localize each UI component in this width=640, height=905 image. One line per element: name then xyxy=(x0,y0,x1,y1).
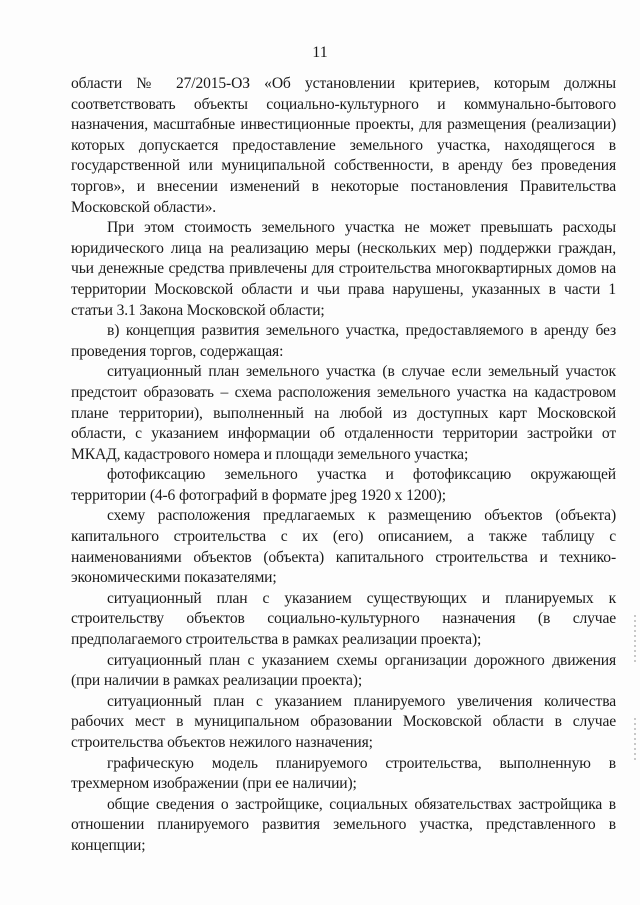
paragraph-layout-scheme: схему расположения предлагаемых к размещению объектов (объекта) капитального строительства с их (его) описанием, а также таблицу с наименованиями объектов (объекта) капитального строительства и технико-экономическими показателями; xyxy=(71,507,616,587)
paragraph-social-objects-plan: ситуационный план с указанием существующих и планируемых к строительству объектов социально-культурного назначения (в случае предполагаемого строительства в рамках реализации проекта); xyxy=(71,589,616,649)
margin-stamp-mark xyxy=(634,615,636,665)
paragraph-concept-intro: в) концепция развития земельного участка, предоставляемого в аренду без проведения торгов, содержащая: xyxy=(71,322,616,360)
paragraph-situational-plan: ситуационный план земельного участка (в случае если земельный участок предстоит образовать – схема расположения земельного участка на кадастровом плане территории), выполненный на любой из доступных карт Московской области, с указанием информации об отдаленности территории застройки от МКАД, кадастрового номера и площади земельного участка; xyxy=(71,363,616,463)
margin-stamp-mark xyxy=(634,718,636,763)
paragraph-developer-info: общие сведения о застройщике, социальных обязательствах застройщика в отношении планируемого развития земельного участка, представленного в концепции; xyxy=(71,795,616,854)
document-body xyxy=(71,74,616,857)
page-number: 11 xyxy=(312,44,328,61)
paragraph-3d-model: графическую модель планируемого строительства, выполненную в трехмерном изображении (при ее наличии); xyxy=(71,754,616,793)
paragraph-land-cost: При этом стоимость земельного участка не может превышать расходы юридического лица на реализацию меры (нескольких мер) поддержки граждан, чьи денежные средства привлечены для строительства многоквартирных домов на территории Московской области и чьи права нарушены, указанных в части 1 статьи 3.1 Закона Московской области; xyxy=(71,219,616,319)
paragraph-law-reference: области № 27/2015-ОЗ «Об установлении критериев, которым должны соответствовать объекты социально-культурного и коммунально-бытового назначения, масштабные инвестиционные проекты, для размещения (реализации) которых допускается предоставление земельного участка, находящегося в государственной или муниципальной собственности, в аренду без проведения торгов», и внесении изменений в некоторые постановления Правительства Московской области». xyxy=(71,75,616,216)
paragraph-traffic-plan: ситуационный план с указанием схемы организации дорожного движения (при наличии в рамках реализации проекта); xyxy=(71,651,616,690)
paragraph-photo-fixation: фотофиксацию земельного участка и фотофиксацию окружающей территории (4-6 фотографий в формате jpeg 1920 х 1200); xyxy=(71,466,616,504)
paragraph-jobs-plan: ситуационный план с указанием планируемого увеличения количества рабочих мест в муниципальном образовании Московской области в случае строительства объектов нежилого назначения; xyxy=(71,692,616,751)
